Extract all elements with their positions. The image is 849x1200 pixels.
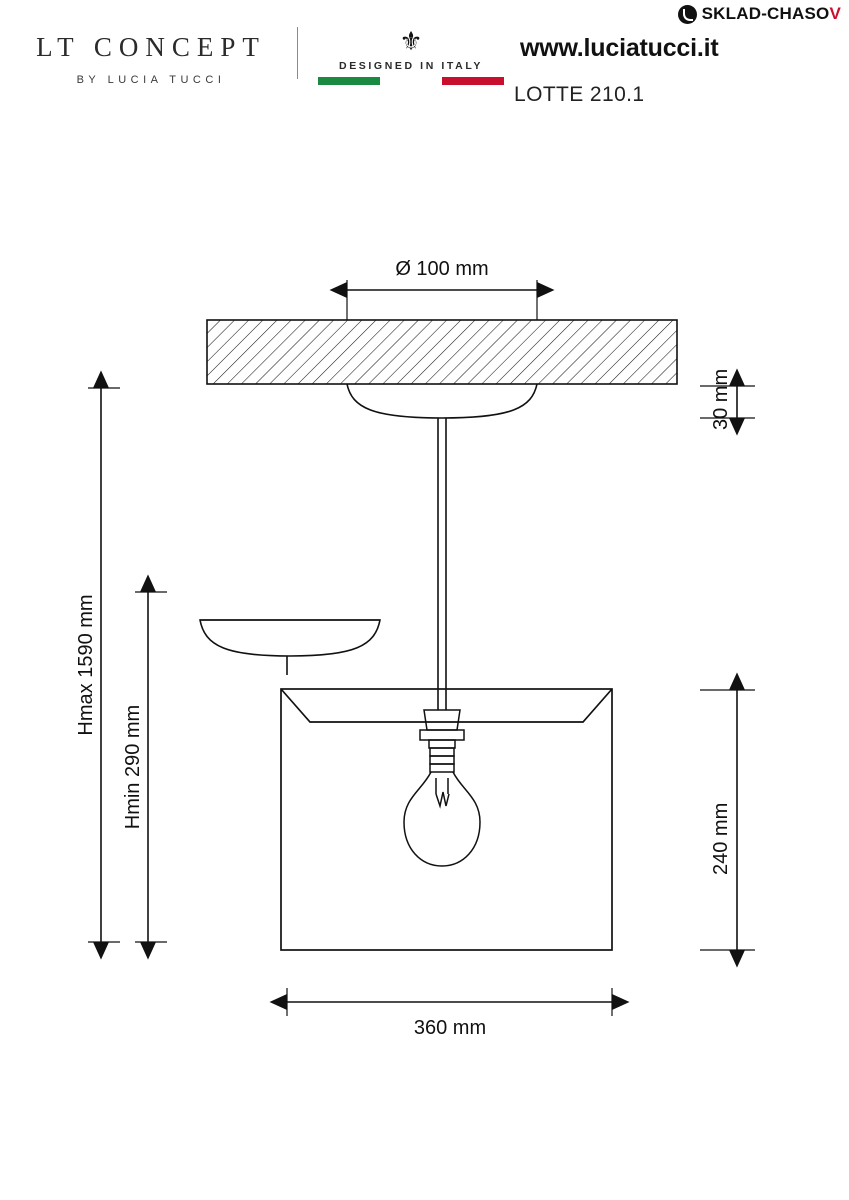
brand-logo xyxy=(16,32,286,86)
header-divider xyxy=(297,27,298,79)
diffuser-plate xyxy=(200,620,380,675)
lamp-technical-drawing-svg xyxy=(0,130,849,1200)
brand-tagline: BY LUCIA TUCCI xyxy=(76,74,226,86)
label-hmax: Hmax 1590 mm xyxy=(75,594,97,736)
label-shade-height: 240 mm xyxy=(710,802,732,875)
watermark-text-prefix: SKLAD-CHASO xyxy=(701,4,830,23)
designed-in-italy-block xyxy=(313,28,509,85)
watermark xyxy=(678,4,841,24)
label-canopy-diameter: Ø 100 mm xyxy=(395,258,489,280)
dimension-hmax xyxy=(75,388,120,942)
page-header xyxy=(0,0,849,130)
dimension-shade-height xyxy=(700,690,755,950)
dimension-shade-width xyxy=(287,988,612,1039)
website-url: www.luciatucci.it xyxy=(520,34,719,62)
clock-logo-icon xyxy=(678,5,697,24)
dimension-canopy-height xyxy=(700,369,755,430)
lamp-holder xyxy=(420,710,464,772)
dimension-canopy-diameter xyxy=(347,258,537,320)
designed-in-italy-label: DESIGNED IN ITALY xyxy=(339,60,483,72)
canopy xyxy=(347,384,537,418)
dimension-hmin xyxy=(122,592,167,942)
watermark-text xyxy=(702,4,841,24)
fleur-de-lis-icon: ⚜ xyxy=(399,26,423,56)
ceiling-hatch xyxy=(207,320,677,384)
shade xyxy=(281,689,612,950)
technical-drawing xyxy=(0,130,849,1200)
bulb xyxy=(404,772,480,866)
label-canopy-height: 30 mm xyxy=(710,368,732,430)
model-name: LOTTE 210.1 xyxy=(514,83,645,106)
label-shade-width: 360 mm xyxy=(413,1017,487,1039)
brand-name: LT CONCEPT xyxy=(36,32,266,62)
label-hmin: Hmin 290 mm xyxy=(122,704,144,830)
suspension-cable xyxy=(438,418,446,710)
watermark-text-accent: V xyxy=(829,4,841,23)
italy-flag-icon xyxy=(318,77,504,85)
